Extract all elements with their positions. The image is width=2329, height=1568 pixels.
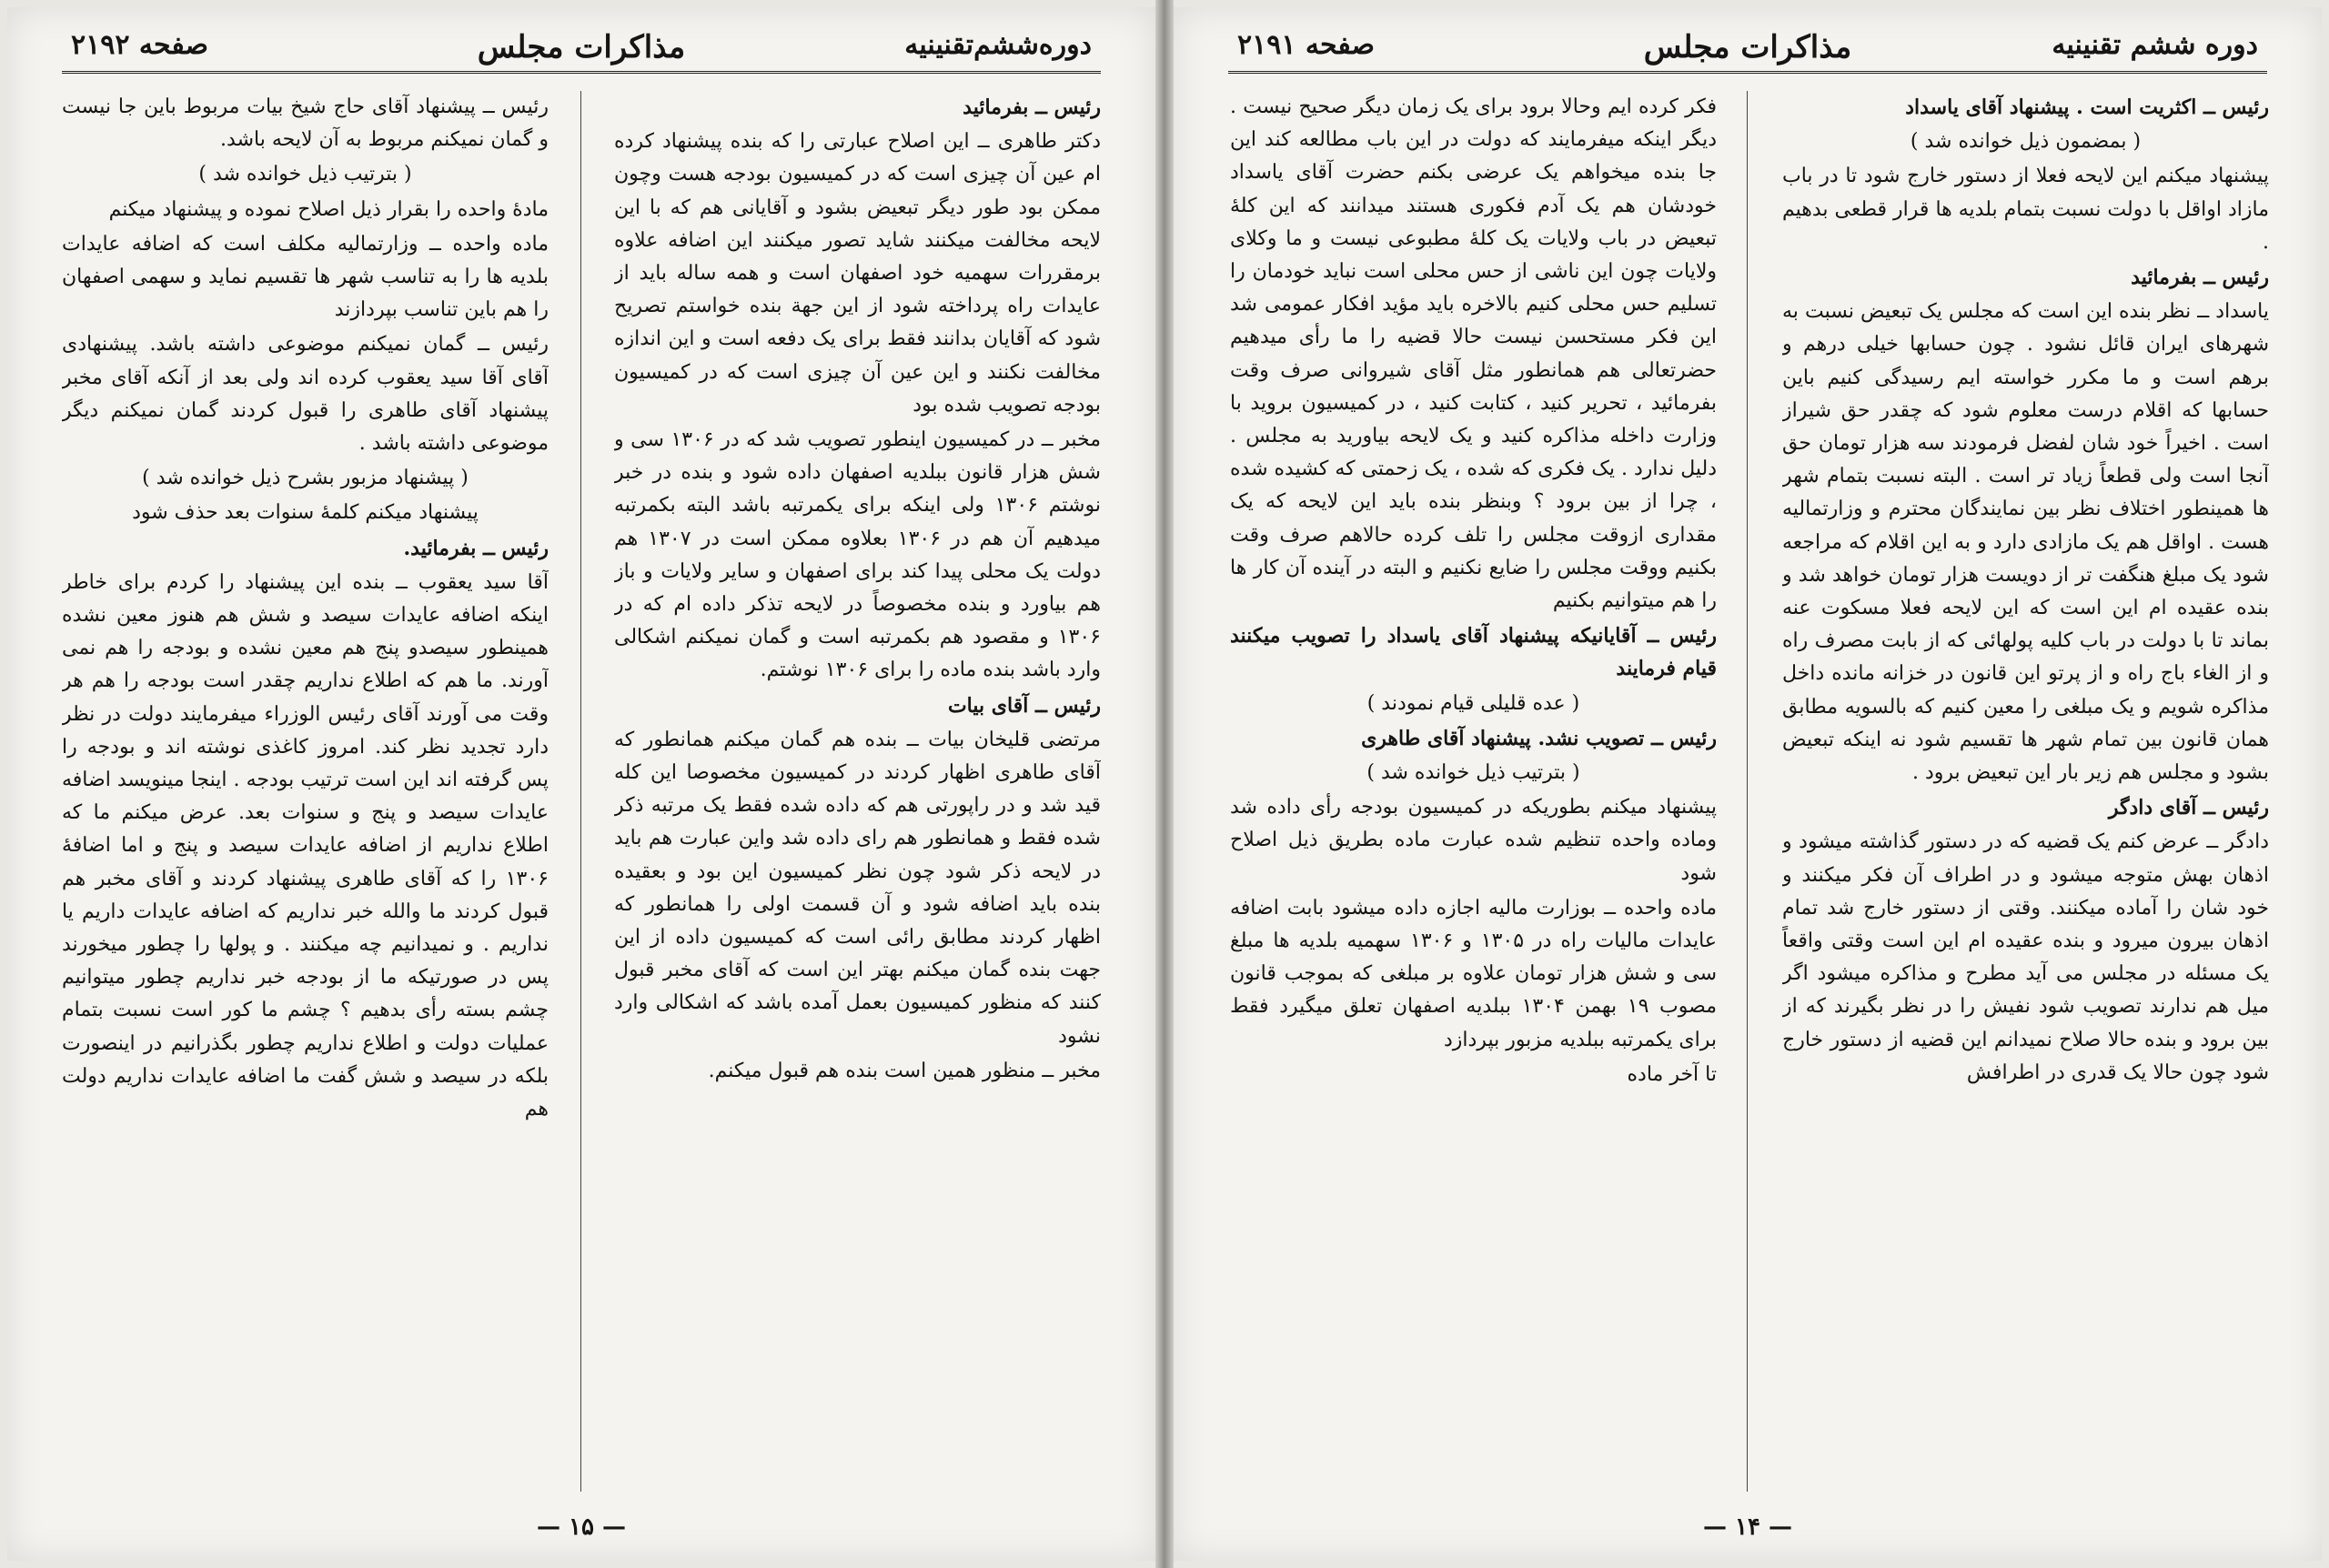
right-header-page-number: صفحه ۲۱۹۱ [1237, 29, 1375, 61]
column-divider [580, 91, 581, 1492]
paragraph: مرتضی قلیخان بیات ــ بنده هم گمان میکنم همانطور که آقای طاهری اظهار کردند در کمیسیون مخصوصا این کله قید شد و در راپورتی هم که داده شده فقط یک مرتبه ذکر شده فقط و همانطور هم رای داده شد واین عبارت هم باید در لایحه ذکر شود چون نظر کمیسیون این بود و بعقیده بنده باید اضافه شود و آن قسمت اولی را همانطور که اظهار کردند مطابق رائی است که کمیسیون داده از این جهت بنده گمان میکنم بهتر این است که آقای مخبر قبول کنند که منظور کمیسیون بعمل آمده باشد که اشکالی وارد نشود [614, 728, 1101, 1048]
paragraph: پیشنهاد میکنم این لایحه فعلا از دستور خارج شود تا در باب مازاد اواقل با دولت نسبت بتمام بلدیه ها قرار قطعی بدهیم . [1782, 165, 2269, 254]
paragraph: رئیس ــ بفرمائید [2131, 266, 2269, 290]
right-header-rule [1228, 71, 2267, 77]
paragraph: رئیس ــ پیشنهاد آقای حاج شیخ بیات مربوط باین جا نیست و گمان نمیکنم مربوط به آن لایحه باشد. [62, 95, 549, 152]
right-page-left-column [1230, 91, 1717, 1492]
paragraph: ماده واحده ــ وزارتمالیه مکلف است که اضافه عایدات بلدیه ها را به تناسب شهر ها تقسیم نماید و سهمی اصفهان را هم باین تناسب بپردازند [62, 232, 549, 322]
left-header-title: مذاکرات مجلس [477, 29, 686, 65]
paragraph: ( بترتیب ذیل خوانده شد ) [198, 163, 412, 186]
left-header-page-number: صفحه ۲۱۹۲ [71, 29, 208, 61]
left-page [7, 7, 1155, 1561]
paragraph: تا آخر ماده [1627, 1062, 1717, 1086]
right-header-title: مذاکرات مجلس [1643, 29, 1852, 65]
paragraph: رئیس ــ بفرمائید [963, 95, 1101, 119]
paragraph: رئیس ــ اکثریت است . پیشنهاد آقای یاسداد [1905, 95, 2269, 119]
paragraph: رئیس ــ آقای بیات [947, 693, 1101, 718]
paragraph: رئیس ــ آقای دادگر [2108, 796, 2269, 820]
paragraph: پیشنهاد میکنم بطوریکه در کمیسیون بودجه رأی داده شد وماده واحده تنظیم شده عبارت ماده بطریق ذیل اصلاح شود [1230, 796, 1717, 885]
right-page-folio: — ۱۴ — [1702, 1513, 1793, 1541]
right-page-header [1237, 24, 2258, 69]
paragraph: فکر کرده ایم وحالا برود برای یک زمان دیگر صحیح نیست . دیگر اینکه میفرمایند که دولت در این باب مطالعه کند این جا بنده میخواهم یک عرضی بکنم حضرت آقای یاسداد خودشان هم یک آدم فکوری هستند میدانند که این کلهٔ تبعیض در باب ولایات یک کلهٔ مطبوعی نیست و ما وکلای ولایات چون این ناشی از حس محلی است نباید خودمان را تسلیم حس محلی کنیم بالاخره باید مؤید افکار عمومی شد این فکر مستحسن نیست حالا قضیه را ما رأی میدهیم حضرتعالی هم همانطور مثل آقای شیروانی صرف وقت بفرمائید ، تحریر کنید ، کتابت کنید ، در کمیسیون بروید با وزارت داخله مذاکره کنید و یک لایحه بیاورید به مجلس . دلیل ندارد . یک فکری که شده ، یک زحمتی که کشیده شده ، چرا از بین برود ؟ وبنظر بنده باید این لایحه که یک مقداری ازوقت مجلس را تلف کرده حالاهم صرف وقت بکنیم ووقت مجلس را ضایع نکنیم و البته در آینده آن کار ها را هم میتوانیم بکنیم [1230, 95, 1717, 613]
column-divider [1747, 91, 1748, 1492]
paragraph: ( عده قلیلی قیام نمودند ) [1366, 691, 1580, 715]
paragraph: رئیس ــ آقایانیکه پیشنهاد آقای یاسداد را تصویب میکنند قیام فرمایند [1230, 624, 1717, 681]
left-header-rule [62, 71, 1101, 77]
paragraph: مخبر ــ منظور همین است بنده هم قبول میکنم. [708, 1059, 1101, 1082]
paragraph: ( بمضمون ذیل خوانده شد ) [1910, 130, 2142, 154]
paragraph: دادگر ــ عرض کنم یک قضیه که در دستور گذاشته میشود و اذهان بهش متوجه میشود و در اطراف آن فکر میکنند و خود شان را آماده میکنند. وقتی از دستور خارج شد تمام اذهان بیرون میرود و بنده عقیده ام این است وقتی واقعاً یک مسئله در مجلس می آید مطرح و مذاکره میشود اگر میل هم ندارند تصویب شود نفیش را در نظر بگیرند که از بین برود و بنده حالا صلاح نمیدانم این قضیه از دستور خارج شود چون حالا یک قدری در اطرافش [1782, 830, 2269, 1084]
book-gutter [1155, 0, 1174, 1568]
paragraph: رئیس ــ گمان نمیکنم موضوعی داشته باشد. پیشنهادی آقای آقا سید یعقوب کرده اند ولی بعد از آنکه آقای مخبر پیشنهاد آقای طاهری را قبول کردند گمان نمیکنم دیگر موضوعی داشته باشد . [62, 333, 549, 456]
left-page-folio: — ۱۵ — [536, 1513, 627, 1541]
right-page-right-column [1782, 91, 2269, 1492]
paragraph: رئیس ــ تصویب نشد. پیشنهاد آقای طاهری [1361, 726, 1717, 750]
left-header-session: دوره‌ششم‌تقنینیه [904, 29, 1092, 61]
paragraph: پیشنهاد میکنم کلمهٔ سنوات بعد حذف شود [132, 501, 479, 525]
left-page-left-column [62, 91, 549, 1492]
paragraph: ( پیشنهاد مزبور بشرح ذیل خوانده شد ) [142, 467, 469, 490]
paragraph: مخبر ــ در کمیسیون اینطور تصویب شد که در ۱۳۰۶ سی و شش هزار قانون ببلدیه اصفهان داده شود و بنده در خبر نوشتم ۱۳۰۶ ولی اینکه برای یکمرتبه باشد البته بکمرتبه میدهیم آن هم در ۱۳۰۶ بعلاوه ممکن است در ۱۳۰۷ هم دولت یک محلی پیدا کند برای اصفهان و سایر ولایات و باز هم بیاورد و بنده مخصوصاً در لایحه تذکر داده ام که در ۱۳۰۶ و مقصود هم بکمرتبه است و گمان نمیکنم اشکالی وارد باشد بنده ماده را برای ۱۳۰۶ نوشتم. [614, 428, 1101, 682]
paragraph: آقا سید یعقوب ــ بنده این پیشنهاد را کردم برای خاطر اینکه اضافه عایدات سیصد و شش هم هنوز معین نشده همینطور سیصدو پنج هم معین نشده و بودجه را هم نمی آورند. ما هم که اطلاع نداریم چقدر است بودجه را هم هر وقت می آورند آقای رئیس الوزراء میفرمایند دولت در نظر دارد تجدید نظر کند. امروز کاغذی نوشته اند و بودجه را پس گرفته اند این است ترتیب بودجه . اینجا مینویسد اضافه عایدات سیصد و پنج و سنوات بعد. عرض میکنم ما که اطلاع نداریم از اضافه عایدات سیصد و پنج و اما اضافهٔ ۱۳۰۶ را که آقای طاهری پیشنهاد کردند و آقای مخبر هم قبول کردند ما والله خبر نداریم که اضافه عایدات داریم یا نداریم . و نمیدانیم چه میکنند . و پولها را چطور میخورند پس در صورتیکه ما از بودجه خبر نداریم چطور میتوانیم چشم بسته رأی بدهیم ؟ چشم ما کور است نسبت بتمام عملیات دولت و اطلاع نداریم چطور بگذرانیم در اینصورت بلکه در سیصد و شش گفت ما اضافه عایدات نداریم دولت هم [62, 570, 549, 1121]
paragraph: ( بترتیب ذیل خوانده شد ) [1366, 761, 1580, 785]
right-header-session: دوره ششم تقنینیه [2052, 29, 2258, 61]
left-page-header [71, 24, 1092, 69]
left-page-right-column [614, 91, 1101, 1492]
paragraph: مادهٔ واحده را بقرار ذیل اصلاح نموده و پیشنهاد میکنم [108, 197, 549, 221]
paragraph: ماده واحده ــ بوزارت مالیه اجازه داده میشود بابت اضافه عایدات مالیات راه در ۱۳۰۵ و ۱۳۰۶ سهمیه بلدیه ها مبلغ سی و شش هزار تومان علاوه بر مبلغی که بموجب قانون مصوب ۱۹ بهمن ۱۳۰۴ ببلدیه اصفهان تعلق میگیرد فقط برای یکمرتبه ببلدیه مزبور بپردازد [1230, 896, 1717, 1051]
paragraph: یاسداد ــ نظر بنده این است که مجلس یک تبعیض نسبت به شهرهای ایران قائل نشود . چون حسابها خیلی درهم و برهم است و ما مکرر خواسته ایم رسیدگی کنیم باین حسابها که اقلام درست معلوم شود که چقدر حق شیراز است . اخیراً خود شان لفضل فرمودند سه هزار تومان حق آنجا است ولی قطعاً زیاد تر است . البته نسبت بتمام شهر ها همینطور اختلاف نظر بین نمایندگان محترم و وزارتمالیه هست . اواقل هم یک مازادی دارد و به این اقلام که مراجعه شود یک مبلغ هنگفت تر از دویست هزار تومان خواهد شد و بنده عقیده ام این است که این لایحه فعلا مسکوت عنه بماند تا با دولت در باب کلیه پولهائی که از بابت مصرف راه و از الغاء باج راه و از پرتو این قانون در خزانه مانده داخل مذاکره شویم و یک مبلغی را معین کنیم که بالسویه مطابق همان قانون بین تمام شهر ها تقسیم شود نه اینکه تبعیض بشود و مجلس هم زیر بار این تبعیض برود . [1782, 300, 2269, 785]
paragraph: دکتر طاهری ــ این اصلاح عبارتی را که بنده پیشنهاد کرده ام عین آن چیزی است که در کمیسیون بودجه هست وچون ممکن بود طور دیگر تبعیض بشود و آقایانی هم که با این لایحه مخالفت میکنند شاید تصور میکنند این اضافه علاوه برمقررات سهمیه خود اصفهان است و همه ساله باید از عایدات راه پرداخته شود از این جهة بنده خواستم تصریح شود که آقایان بدانند فقط برای یک دفعه است و این اندازه مخالفت نکنند و این عین آن چیزی است که در کمیسیون بودجه تصویب شده بود [614, 130, 1101, 417]
right-page [1174, 7, 2322, 1561]
paragraph: رئیس ــ بفرمائید. [403, 536, 549, 560]
